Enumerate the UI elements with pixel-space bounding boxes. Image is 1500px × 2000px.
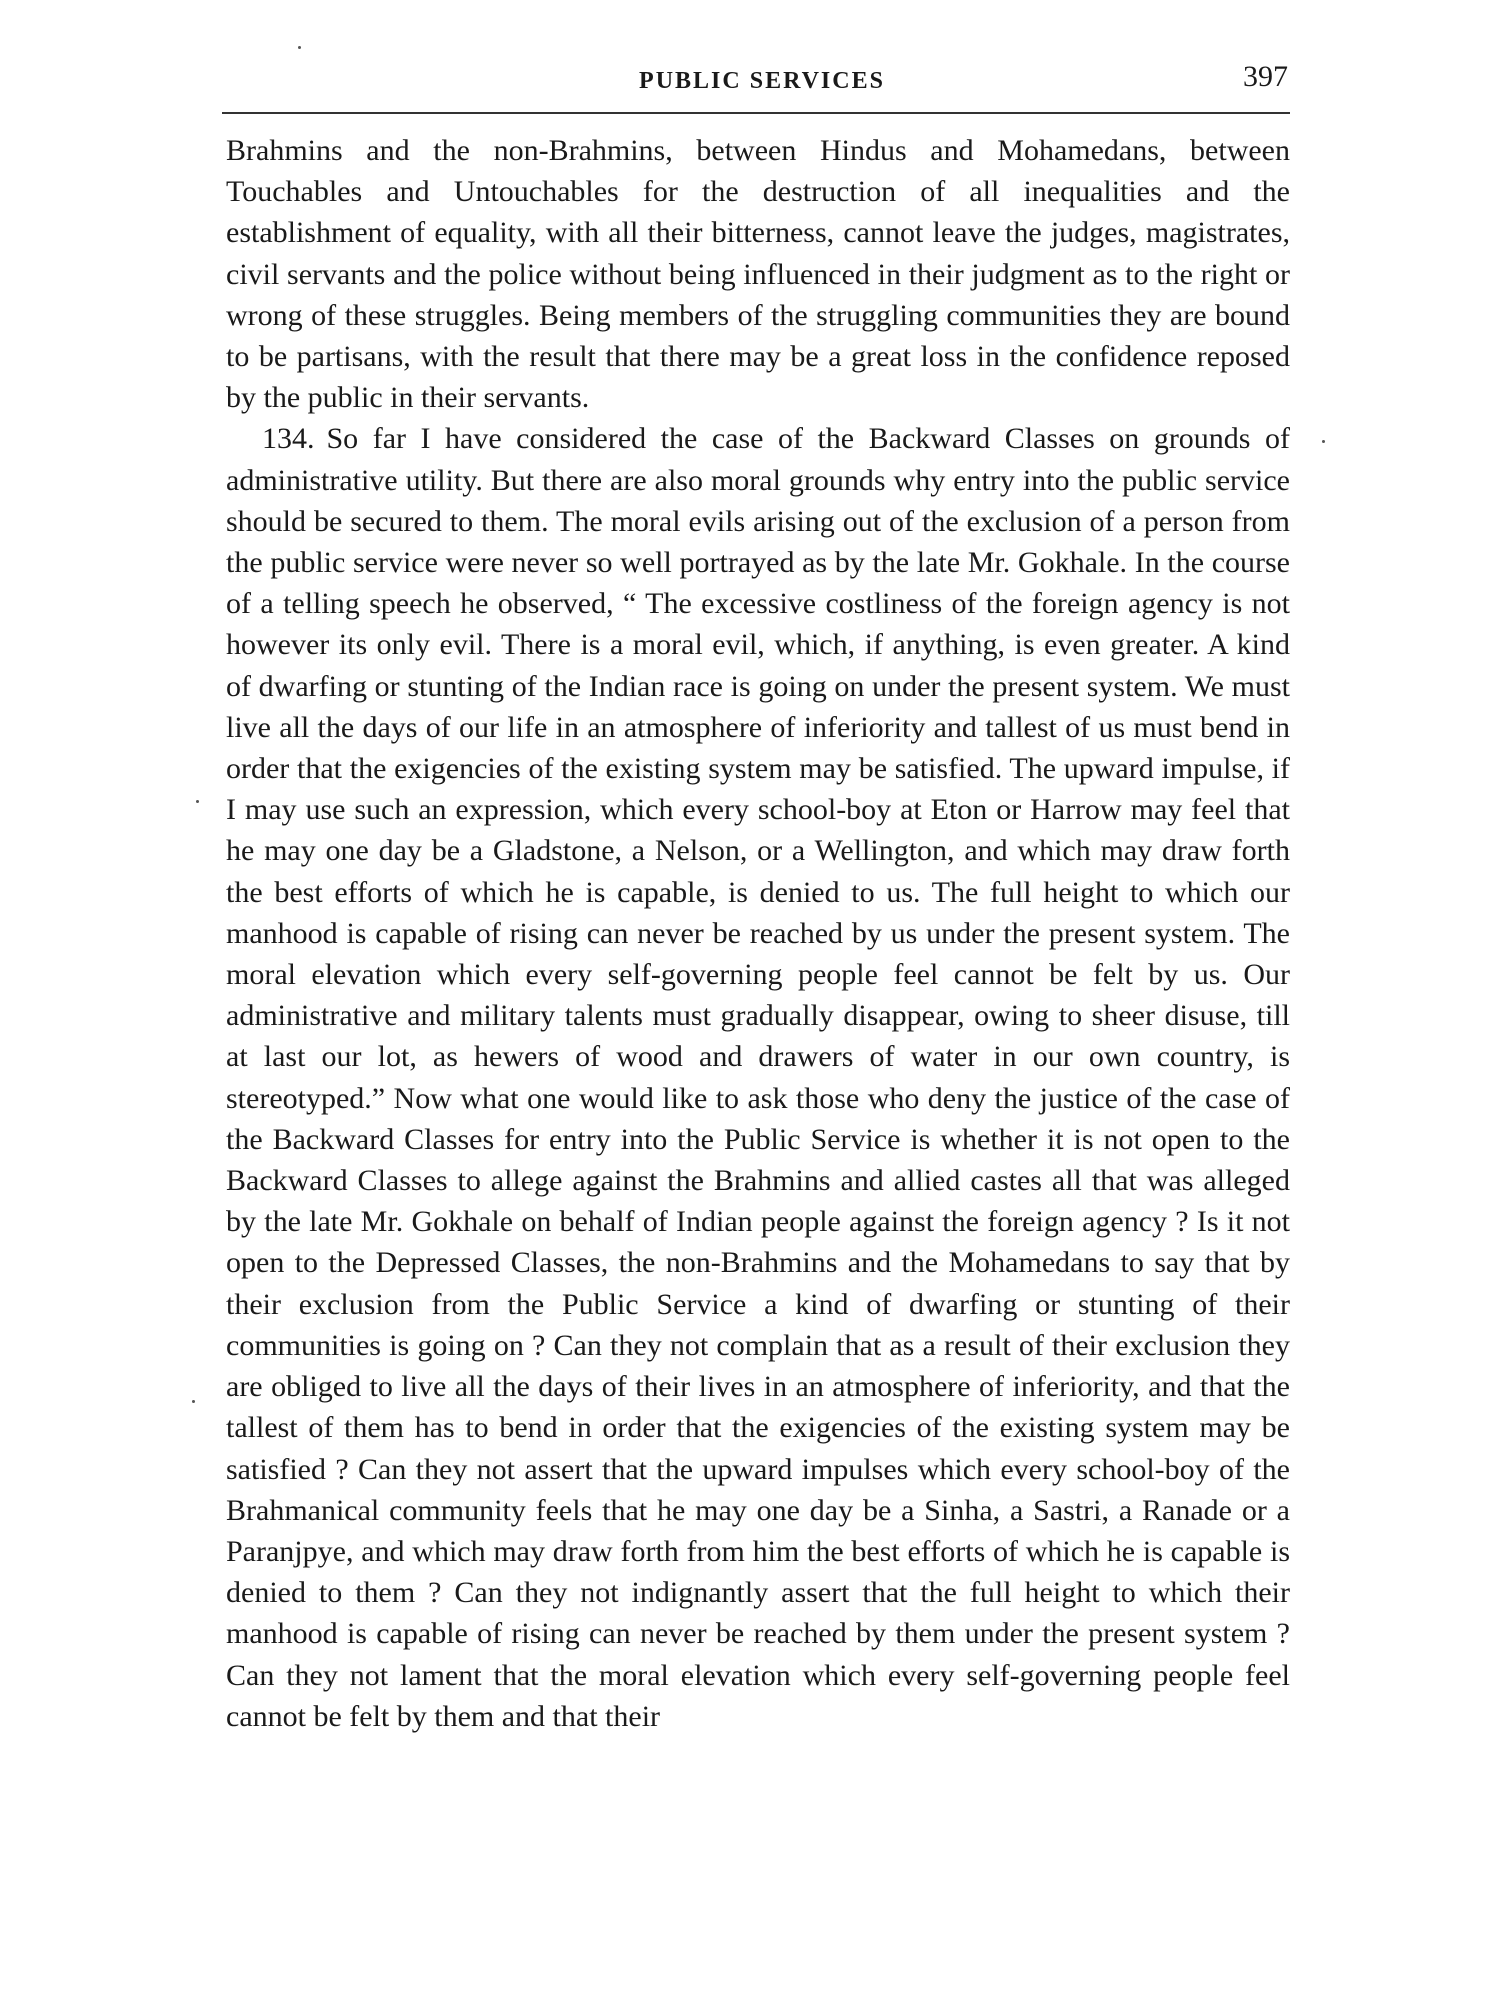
body-text [226,130,1290,1737]
paragraph-continued: Brahmins and the non-Brahmins, between Hindus and Mohamedans, between Touchables and Untouchables for the destruction of all inequalities and the establishment of equality, with all their bitterness, cannot leave the judges, magistrates, civil servants and the police without being influenced in their judgment as to the right or wrong of these struggles. Being members of the struggling communities they are bound to be partisans, with the result that there may be a great loss in the confidence reposed by the public in their servants. [226,134,1290,415]
scan-speck [1322,440,1325,443]
page-number: 397 [1243,60,1288,93]
scan-speck [298,46,301,49]
scan-speck [196,800,199,803]
running-title: PUBLIC SERVICES [639,68,885,94]
paragraph-134 [226,418,1290,1737]
header-rule [222,112,1290,114]
page-header [222,60,1302,110]
scan-speck [192,1400,195,1403]
paragraph-number: 134. [262,422,315,456]
paragraph-134-text: So far I have considered the case of the Backward Classes on grounds of administrative utility. But there are also moral grounds why entry into the public service should be secured to them. The moral evils arising out of the exclusion of a person from the public service were never so well portrayed as by the late Mr. Gokhale. In the course of a telling speech he observed, “ The excessive costliness of the foreign agency is not however its only evil. There is a moral evil, which, if anything, is even greater. A kind of dwarfing or stunting of the Indian race is going on under the present system. We must live all the days of our life in an atmosphere of inferiority and tallest of us must bend in order that the exigencies of the existing system may be satisfied. The upward impulse, if I may use such an expression, which every school-boy at Eton or Harrow may feel that he may one day be a Gladstone, a Nelson, or a Wellington, and which may draw forth the best efforts of which he is capable, is denied to us. The full height to which our manhood is capable of rising can never be reached by us under the present system. The moral elevation which every self-governing people feel cannot be felt by us. Our administrative and military talents must gradually disappear, owing to sheer disuse, till at last our lot, as hewers of wood and drawers of water in our own country, is stereotyped.” Now what one would like to ask those who deny the justice of the case of the Backward Classes for entry into the Public Service is whether it is not open to the Backward Classes to allege against the Brahmins and allied castes all that was alleged by the late Mr. Gokhale on behalf of Indian people against the foreign agency ? Is it not open to the Depressed Classes, the non-Brahmins and the Mohamedans to say that by their exclusion from the Public Service a kind of dwarfing or stunting of their communities is going on ? Can they not complain that as a result of their exclusion they are obliged to live all the days of their lives in an atmosphere of inferiority, and that the tallest of them has to bend in order that the exigencies of the existing system may be satisfied ? Can they not assert that the upward impulses which every school-boy of the Brahmanical community feels that he may one day be a Sinha, a Sastri, a Ranade or a Paranjpye, and which may draw forth from him the best efforts of which he is capable is denied to them ? Can they not indignantly assert that the full height to which their manhood is capable of rising can never be reached by them under the present system ? Can they not lament that the moral elevation which every self-governing people feel cannot be felt by them and that their [226,422,1290,1733]
